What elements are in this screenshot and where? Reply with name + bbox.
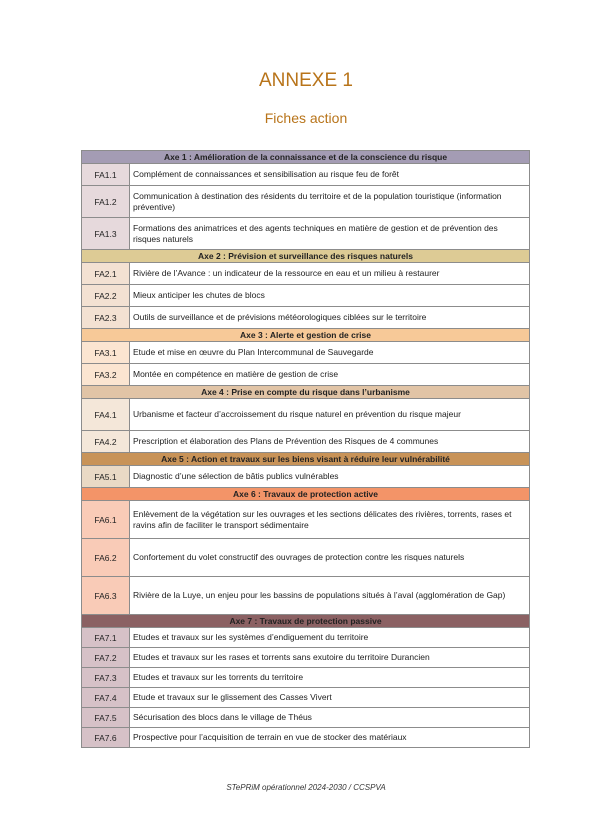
axe-6-header: Axe 6 : Travaux de protection active <box>82 488 530 501</box>
action-text: Enlèvement de la végétation sur les ouvrages et les sections délicates des rivières, torrents, rases et ravins afin de faciliter le transport sédimentaire <box>130 501 530 539</box>
page-footer: STePRiM opérationnel 2024-2030 / CCSPVA <box>226 783 386 792</box>
table-row <box>82 263 530 285</box>
action-code: FA6.3 <box>82 577 130 615</box>
axe-4-header: Axe 4 : Prise en compte du risque dans l’urbanisme <box>82 386 530 399</box>
action-text: Communication à destination des résidents du territoire et de la population touristique (information préventive) <box>130 186 530 218</box>
action-text: Outils de surveillance et de prévisions météorologiques ciblées sur le territoire <box>130 307 530 329</box>
action-table <box>81 150 530 748</box>
axe-row-4 <box>82 386 530 399</box>
axe-1-header: Axe 1 : Amélioration de la connaissance et de la conscience du risque <box>82 151 530 164</box>
action-code: FA7.5 <box>82 708 130 728</box>
table-row <box>82 342 530 364</box>
action-code: FA7.1 <box>82 628 130 648</box>
table-row <box>82 708 530 728</box>
action-code: FA4.1 <box>82 399 130 431</box>
action-text: Rivière de l’Avance : un indicateur de la ressource en eau et un milieu à restaurer <box>130 263 530 285</box>
action-code: FA5.1 <box>82 466 130 488</box>
action-code: FA1.2 <box>82 186 130 218</box>
action-code: FA7.4 <box>82 688 130 708</box>
axe-7-header: Axe 7 : Travaux de protection passive <box>82 615 530 628</box>
action-text: Prospective pour l’acquisition de terrain en vue de stocker des matériaux <box>130 728 530 748</box>
table-row <box>82 728 530 748</box>
action-code: FA2.1 <box>82 263 130 285</box>
table-row <box>82 648 530 668</box>
table-row <box>82 285 530 307</box>
action-text: Sécurisation des blocs dans le village de Théus <box>130 708 530 728</box>
action-code: FA7.3 <box>82 668 130 688</box>
axe-row-1 <box>82 151 530 164</box>
action-text: Prescription et élaboration des Plans de Prévention des Risques de 4 communes <box>130 431 530 453</box>
action-text: Montée en compétence en matière de gestion de crise <box>130 364 530 386</box>
action-text: Diagnostic d’une sélection de bâtis publics vulnérables <box>130 466 530 488</box>
action-code: FA3.2 <box>82 364 130 386</box>
axe-5-header: Axe 5 : Action et travaux sur les biens visant à réduire leur vulnérabilité <box>82 453 530 466</box>
action-text: Etude et travaux sur le glissement des Casses Vivert <box>130 688 530 708</box>
action-code: FA3.1 <box>82 342 130 364</box>
table-row <box>82 577 530 615</box>
page-subtitle: Fiches action <box>264 110 348 126</box>
action-code: FA4.2 <box>82 431 130 453</box>
axe-3-header: Axe 3 : Alerte et gestion de crise <box>82 329 530 342</box>
axe-row-3 <box>82 329 530 342</box>
action-text: Etudes et travaux sur les systèmes d’endiguement du territoire <box>130 628 530 648</box>
action-text: Etudes et travaux sur les torrents du territoire <box>130 668 530 688</box>
axe-row-5 <box>82 453 530 466</box>
axe-row-2 <box>82 250 530 263</box>
axe-row-7 <box>82 615 530 628</box>
table-row <box>82 431 530 453</box>
table-row <box>82 364 530 386</box>
table-row <box>82 399 530 431</box>
page-title: ANNEXE 1 <box>259 70 353 91</box>
table-row <box>82 218 530 250</box>
axe-2-header: Axe 2 : Prévision et surveillance des risques naturels <box>82 250 530 263</box>
table-row <box>82 539 530 577</box>
table-row <box>82 501 530 539</box>
action-text: Formations des animatrices et des agents techniques en matière de gestion et de prévention des risques naturels <box>130 218 530 250</box>
action-text: Complément de connaissances et sensibilisation au risque feu de forêt <box>130 164 530 186</box>
action-code: FA1.1 <box>82 164 130 186</box>
action-code: FA2.2 <box>82 285 130 307</box>
action-code: FA1.3 <box>82 218 130 250</box>
table-row <box>82 688 530 708</box>
action-code: FA7.2 <box>82 648 130 668</box>
action-code: FA7.6 <box>82 728 130 748</box>
action-text: Etudes et travaux sur les rases et torrents sans exutoire du territoire Durancien <box>130 648 530 668</box>
action-code: FA6.2 <box>82 539 130 577</box>
table-row <box>82 668 530 688</box>
table-row <box>82 186 530 218</box>
table-row <box>82 164 530 186</box>
table-row <box>82 628 530 648</box>
axe-row-6 <box>82 488 530 501</box>
action-text: Mieux anticiper les chutes de blocs <box>130 285 530 307</box>
table-row <box>82 307 530 329</box>
action-code: FA6.1 <box>82 501 130 539</box>
table-row <box>82 466 530 488</box>
action-text: Etude et mise en œuvre du Plan Intercommunal de Sauvegarde <box>130 342 530 364</box>
action-text: Rivière de la Luye, un enjeu pour les bassins de populations situés à l’aval (agglomération de Gap) <box>130 577 530 615</box>
action-text: Urbanisme et facteur d’accroissement du risque naturel en prévention du risque majeur <box>130 399 530 431</box>
action-text: Confortement du volet constructif des ouvrages de protection contre les risques naturels <box>130 539 530 577</box>
action-code: FA2.3 <box>82 307 130 329</box>
